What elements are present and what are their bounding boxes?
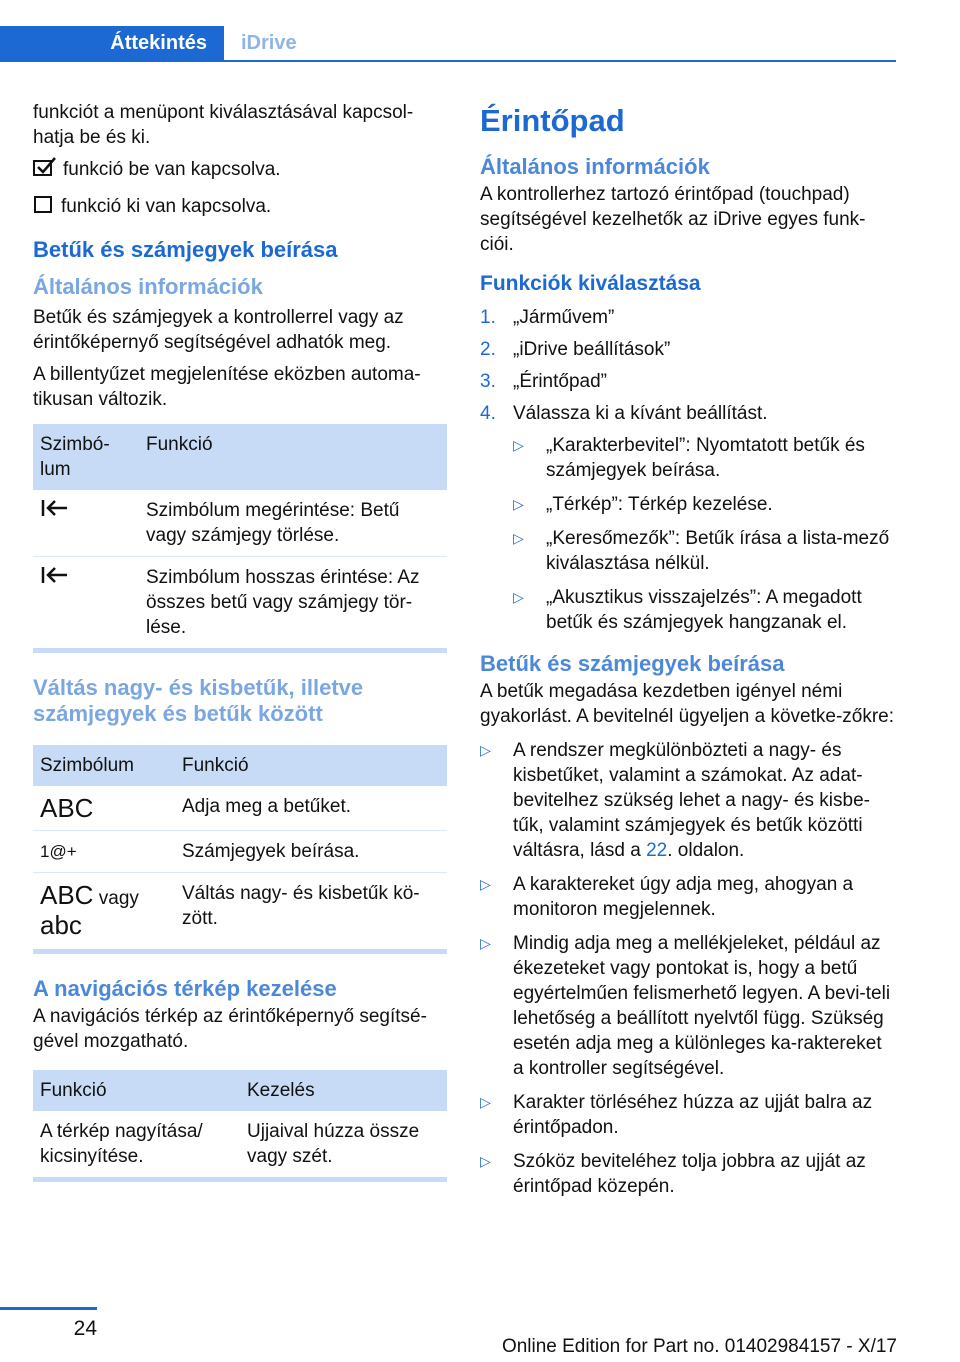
step-number: 3. — [480, 371, 496, 392]
checkbox-empty-icon — [33, 194, 61, 223]
heading-general: Általános információk — [480, 154, 710, 179]
check-off-row — [33, 194, 447, 223]
checkbox-checked-icon — [33, 157, 63, 186]
intro-text: funkciót a menüpont kiválasztásával kapcsol‐hatja be és ki. — [33, 102, 414, 148]
triangle-bullet-icon: ▷ — [513, 530, 524, 546]
item-text: Mindig adja meg a mellékjeleket, például az ékezeteket vagy pontokat is, hogy a betű egyértelműen felismerhető legyen. A bevi‐teli lehetőség a beállított nyelvtől függ. Szükség esetén adja meg a különleges ka‐raktereket a kontroller segítségével. — [513, 933, 891, 1079]
symbol-or-text: vagy — [98, 888, 139, 909]
step-number: 1. — [480, 307, 496, 328]
step-number: 4. — [480, 403, 496, 424]
heading-nav: A navigációs térkép kezelése — [33, 976, 337, 1001]
tips-list — [480, 738, 896, 1199]
col-header-operation: Kezelés — [240, 1070, 447, 1111]
list-item — [480, 1090, 896, 1140]
list-item — [480, 872, 896, 922]
numbers-symbol: 1@+ — [33, 831, 175, 873]
item-text: „Térkép”: Térkép kezelése. — [546, 494, 773, 515]
tab-idrive[interactable]: iDrive — [241, 32, 297, 54]
item-text — [513, 738, 896, 863]
nav-text: A navigációs térkép az érintőképernyő segítsé‐gével mozgatható. — [33, 1006, 427, 1052]
table-row — [33, 490, 447, 557]
step-text: „iDrive beállítások” — [513, 339, 671, 360]
heading-switch: Váltás nagy- és kisbetűk, illetve számjegyek és betűk között — [33, 675, 364, 726]
list-item — [480, 401, 896, 426]
list-item — [513, 433, 896, 483]
triangle-bullet-icon: ▷ — [480, 742, 491, 758]
triangle-bullet-icon: ▷ — [480, 1153, 491, 1169]
triangle-bullet-icon: ▷ — [513, 437, 524, 453]
left-column — [33, 100, 447, 1196]
abc-lowercase-symbol: abc — [40, 910, 82, 940]
list-item — [513, 585, 896, 635]
page-number: 24 — [73, 1317, 97, 1340]
letters-p2: A billentyűzet megjelenítése eközben automa‐tikusan változik. — [33, 364, 421, 410]
table-row — [33, 873, 447, 950]
triangle-bullet-icon: ▷ — [513, 496, 524, 512]
tip-text: A rendszer megkülönbözteti a nagy- és kisbetűket, valamint a számokat. Az adat‐bevitelhez szükség lehet a nagy- és kisbe‐tűk, valamint számjegyek és betűk közötti váltásra, lásd a — [513, 740, 870, 861]
col-header-symbol: Szimbó‐lum — [33, 424, 139, 490]
item-text: A karaktereket úgy adja meg, ahogyan a monitoron megjelennek. — [513, 874, 854, 920]
list-item — [480, 931, 896, 1081]
table-row — [33, 557, 447, 649]
step-text: „Érintőpad” — [513, 371, 607, 392]
symbol-table — [33, 424, 447, 648]
triangle-bullet-icon: ▷ — [513, 589, 524, 605]
footer-rule — [0, 1307, 97, 1310]
tab-attekintes[interactable] — [0, 26, 224, 60]
triangle-bullet-icon: ▷ — [480, 1094, 491, 1110]
table-cell: Szimbólum megérintése: Betű vagy számjegy törlése. — [139, 490, 447, 557]
col-header-symbol: Szimbólum — [33, 745, 175, 786]
table-cell: Váltás nagy- és kisbetűk kö‐zött. — [182, 883, 420, 929]
check-on-row — [33, 157, 447, 186]
letters-p1: Betűk és számjegyek a kontrollerrel vagy az érintőképernyő segítségével adhatók meg. — [33, 307, 404, 353]
table-cell: Számjegyek beírása. — [175, 831, 447, 873]
table-end-rule — [33, 949, 447, 954]
table-end-rule — [33, 1177, 447, 1182]
item-text: „Karakterbevitel”: Nyomtatott betűk és számjegyek beírása. — [546, 435, 865, 481]
list-item — [480, 337, 896, 362]
list-item — [480, 305, 896, 330]
heading-general: Általános információk — [33, 274, 263, 299]
list-item — [513, 526, 896, 576]
abc-uppercase-symbol: ABC — [33, 786, 175, 831]
steps-list — [480, 305, 896, 426]
table-cell: Szimbólum hosszas érintése: Az összes betű vagy számjegy tör‐lése. — [146, 567, 420, 638]
backspace-icon — [33, 557, 139, 649]
table-row — [33, 831, 447, 873]
table-cell: A térkép nagyítása/ kicsinyítése. — [40, 1121, 203, 1167]
triangle-bullet-icon: ▷ — [480, 935, 491, 951]
abc-toggle-symbol — [33, 873, 175, 950]
table-cell: Ujjaival húzza össze vagy szét. — [247, 1121, 420, 1167]
heading-enter: Betűk és számjegyek beírása — [480, 651, 785, 676]
right-column — [480, 100, 896, 1208]
step-text: „Járművem” — [513, 307, 615, 328]
edition-text: Online Edition for Part no. 01402984157 - X/17 — [501, 1336, 897, 1357]
table-row — [33, 1111, 447, 1177]
item-text: Karakter törléséhez húzza az ujját balra az érintőpadon. — [513, 1092, 873, 1138]
table-row — [33, 786, 447, 831]
header-rule — [0, 60, 896, 62]
backspace-icon — [33, 490, 139, 557]
col-header-function: Funkció — [33, 1070, 240, 1111]
page-header — [0, 0, 896, 62]
item-text: Szóköz beviteléhez tolja jobbra az ujját az érintőpad közepén. — [513, 1151, 866, 1197]
table-end-rule — [33, 648, 447, 653]
check-on-text: funkció be van kapcsolva. — [63, 159, 281, 180]
list-item — [480, 369, 896, 394]
table-cell: Adja meg a betűket. — [175, 786, 447, 831]
abc-uppercase-symbol: ABC — [40, 880, 94, 910]
item-text: „Keresőmezők”: Betűk írása a lista‐mező kiválasztása nélkül. — [546, 528, 890, 574]
enter-text: A betűk megadása kezdetben igényel némi gyakorlást. A bevitelnél ügyeljen a követke‐zőkre: — [480, 681, 895, 727]
col-header-function: Funkció — [139, 424, 447, 490]
list-item — [480, 738, 896, 863]
page-link[interactable]: 22 — [646, 840, 668, 861]
switch-table — [33, 745, 447, 949]
nav-table — [33, 1070, 447, 1177]
heading-select: Funkciók kiválasztása — [480, 272, 701, 295]
check-off-text: funkció ki van kapcsolva. — [61, 196, 272, 217]
item-text: „Akusztikus visszajelzés”: A megadott betűk és számjegyek hangzanak el. — [546, 587, 862, 633]
heading-touchpad: Érintőpad — [480, 103, 625, 138]
heading-letters: Betűk és számjegyek beírása — [33, 237, 338, 262]
triangle-bullet-icon: ▷ — [480, 876, 491, 892]
step-number: 2. — [480, 339, 496, 360]
col-header-function: Funkció — [175, 745, 447, 786]
list-item — [513, 492, 896, 517]
sub-list — [513, 433, 896, 635]
step-text: Válassza ki a kívánt beállítást. — [513, 403, 768, 424]
tab-label: Áttekintés — [110, 32, 207, 54]
list-item — [480, 1149, 896, 1199]
tip-text-end: . oldalon. — [667, 840, 745, 861]
general-text: A kontrollerhez tartozó érintőpad (touchpad) segítségével kezelhetők az iDrive egyes funk‐ciói. — [480, 184, 866, 255]
